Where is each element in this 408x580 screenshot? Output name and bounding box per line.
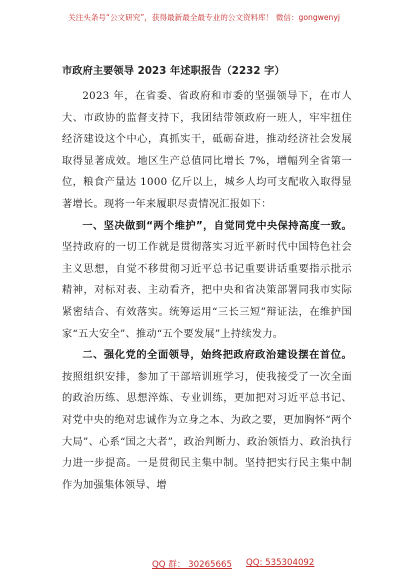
section-1-body: 坚持政府的一切工作就是贯彻落实习近平新时代中国特色社会主义思想，自觉不移贯彻习近平总书记重要讲话重要指示批示精神，对标对表、主动看齐，把中央和省决策部署同我市实际紧密结合、有效落实。统筹运用“三长三短”辩证法，在维护国家“五大安全”、推动“五个要发展”上持续发力。: [62, 242, 352, 340]
document-title: 市政府主要领导 2023 年述职报告（2232 字）: [62, 66, 285, 77]
intro-paragraph: 2023 年，在省委、省政府和市委的坚强领导下，在市人大、市政协的监督支持下，我团结带领政府一班人，牢牢扭住经济建设这个中心，真抓实干，砥砺奋进，推动经济社会发展取得显著成效。地区生产总值同比增长 7%，增幅列全省第一位，粮食产量达 1000 亿斤以上，城乡人均可支配收入取得显著增长。现将一年来履职尽责情况汇报如下：: [62, 91, 352, 210]
section-1-heading: 一、坚决做到“两个维护”，自觉同党中央保持高度一致。: [82, 220, 352, 232]
section-1-paragraph: [62, 216, 352, 346]
document-body: [62, 86, 352, 496]
section-2-heading: 二、强化党的全面领导，始终把政府政治建设摆在首位。: [82, 350, 352, 362]
footer-qq-group: QQ 群： 30265665: [152, 560, 232, 570]
section-2-paragraph: [62, 345, 352, 496]
footer-qq: QQ: 535304092: [246, 558, 315, 568]
section-2-body: 按照组织安排，参加了干部培训班学习，使我接受了一次全面的政治历练、思想淬炼、专业训练，更加把对习近平总书记、对党中央的绝对忠诚作为立身之本、为政之要，更加胸怀“两个大局”、心系“国之大者”，政治判断力、政治领悟力、政治执行力进一步提高。一是贯彻民主集中制。坚持把实行民主集中制作为加强集体领导、增: [62, 371, 352, 491]
header-banner: 关注头条号“公文研究”，获得最新最全最专业的公文资料库！ 微信：gongwenyj: [68, 13, 340, 22]
